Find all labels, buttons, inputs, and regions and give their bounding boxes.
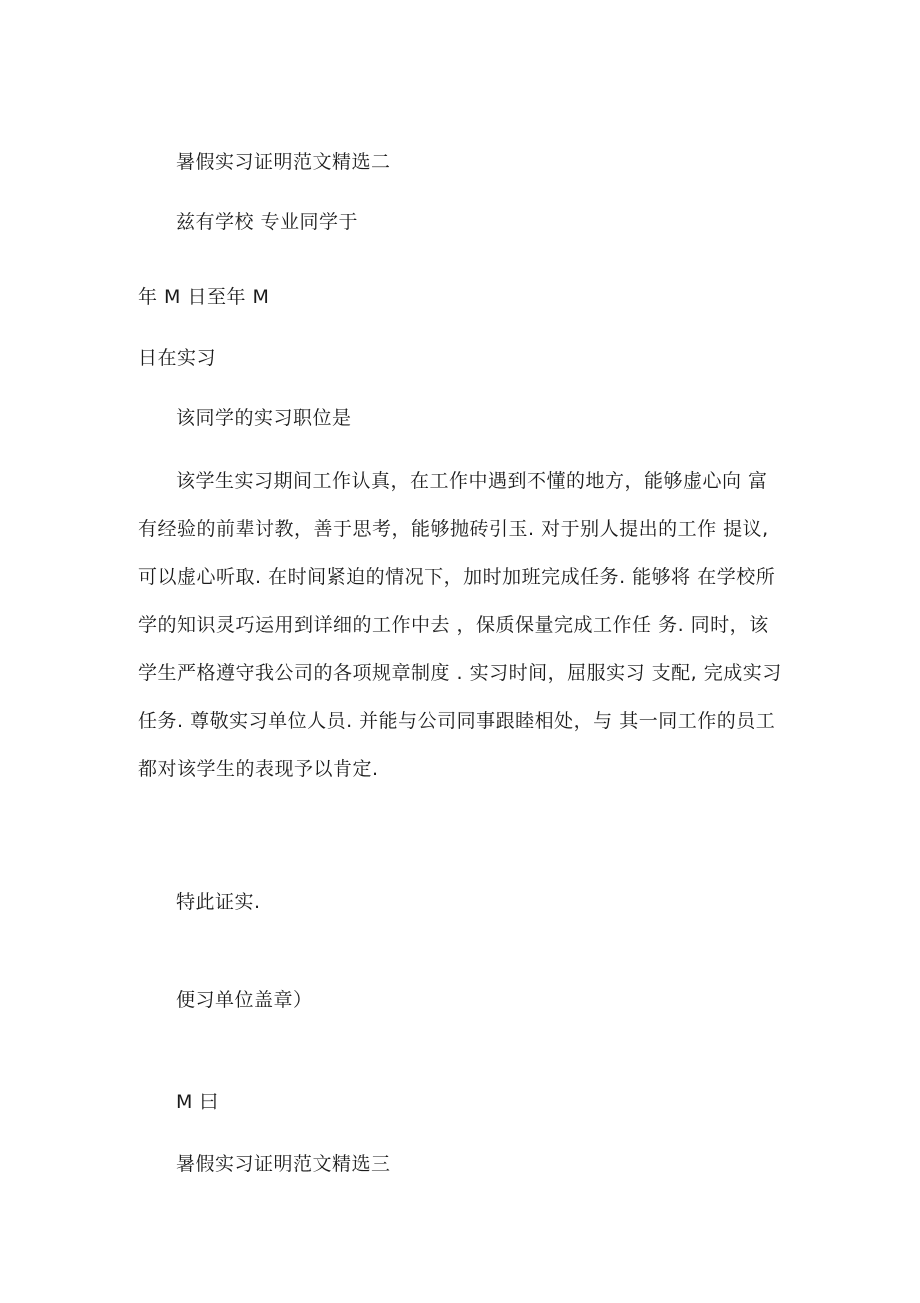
place-line: 日在实习 [138, 347, 217, 369]
paragraph-line: 可以虚心听取. 在时间紧迫的情况下，加时加班完成任务. 能够将 在学校所 [138, 566, 776, 588]
section-heading-three: 暑假实习证明范文精选三 [176, 1153, 391, 1175]
paragraph-line: 学生严格遵守我公司的各项规章制度 . 实习时间，屈服实习 支配, 完成实习 [138, 662, 782, 684]
school-line: 兹有学校 专业同学于 [176, 211, 359, 233]
paragraph-line: 该学生实习期间工作认真，在工作中遇到不懂的地方，能够虚心向 富 [176, 470, 768, 492]
paragraph-line: 任务. 尊敬实习单位人员. 并能与公司同事跟睦相处，与 其一同工作的员工 [138, 710, 776, 732]
certify-line: 特此证实. [176, 891, 261, 913]
position-line: 该同学的实习职位是 [176, 407, 352, 429]
paragraph-line: 都对该学生的表现予以肯定. [138, 758, 379, 780]
evaluation-paragraph [138, 466, 796, 802]
paragraph-line: 学的知识灵巧运用到详细的工作中去 ，保质保量完成工作任 务. 同时，该 [138, 614, 769, 636]
paragraph-line: 有经验的前辈讨教，善于思考，能够抛砖引玉. 对于别人提出的工作 提议, [138, 518, 769, 540]
seal-line: 便习单位盖章） [176, 989, 313, 1011]
section-heading-two: 暑假实习证明范文精选二 [176, 151, 391, 173]
date-mark-line: M 曰 [176, 1091, 219, 1113]
date-line: 年 M 日至年 M [138, 286, 270, 308]
